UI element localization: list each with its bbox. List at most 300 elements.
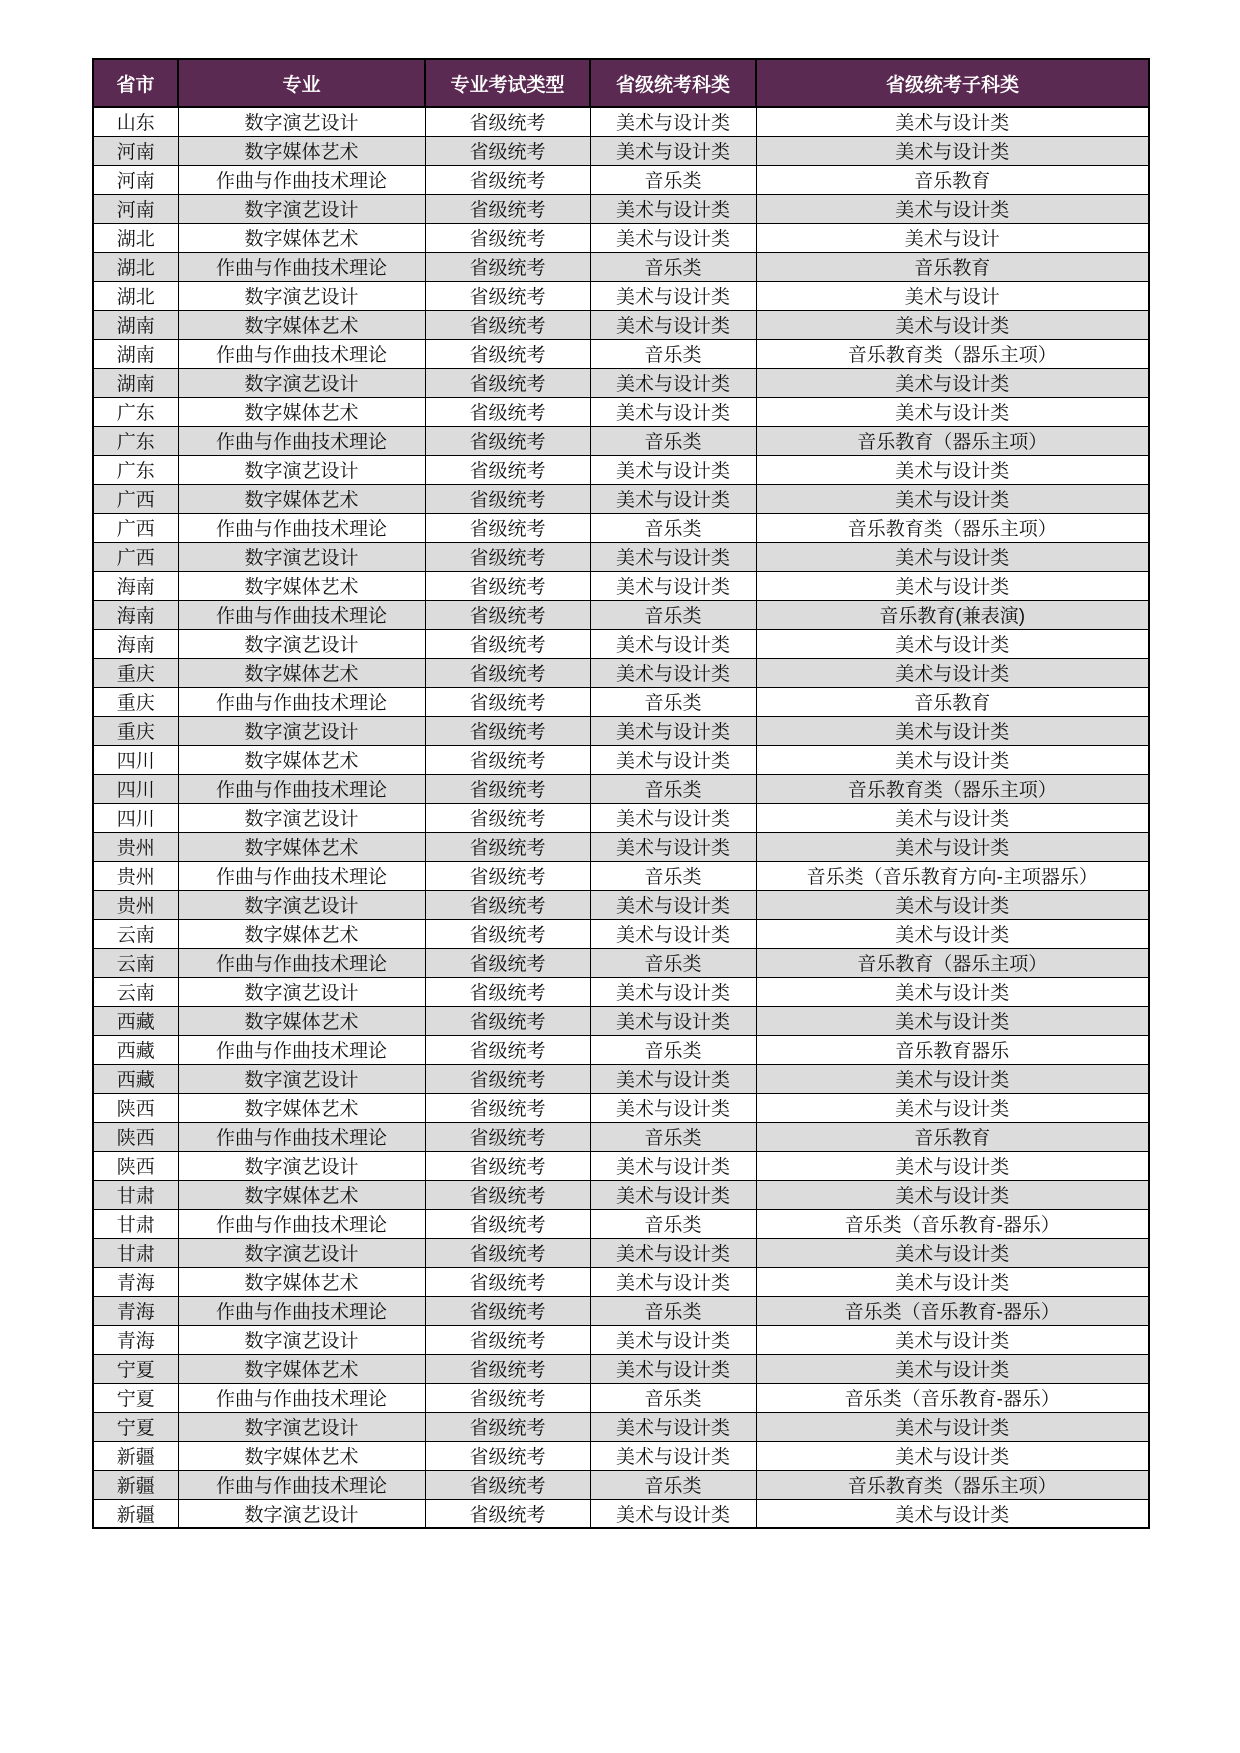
- table-row: [93, 1441, 1149, 1470]
- table-cell: 省级统考: [425, 629, 590, 658]
- table-cell: 美术与设计类: [756, 368, 1149, 397]
- table-cell: 数字演艺设计: [178, 977, 425, 1006]
- table-cell: 省级统考: [425, 1035, 590, 1064]
- table-row: [93, 600, 1149, 629]
- table-cell: 音乐类（音乐教育-器乐）: [756, 1296, 1149, 1325]
- table-cell: 西藏: [93, 1035, 178, 1064]
- table-cell: 作曲与作曲技术理论: [178, 426, 425, 455]
- table-cell: 数字媒体艺术: [178, 919, 425, 948]
- table-cell: 省级统考: [425, 861, 590, 890]
- table-row: [93, 571, 1149, 600]
- table-row: [93, 339, 1149, 368]
- table-cell: 美术与设计类: [756, 745, 1149, 774]
- table-cell: 数字媒体艺术: [178, 484, 425, 513]
- table-cell: 美术与设计类: [756, 977, 1149, 1006]
- table-row: [93, 252, 1149, 281]
- table-row: [93, 1325, 1149, 1354]
- table-cell: 美术与设计类: [590, 803, 756, 832]
- table-cell: 省级统考: [425, 803, 590, 832]
- table-row: [93, 716, 1149, 745]
- table-cell: 美术与设计类: [756, 1064, 1149, 1093]
- table-row: [93, 977, 1149, 1006]
- table-cell: 省级统考: [425, 484, 590, 513]
- table-cell: 广东: [93, 455, 178, 484]
- table-cell: 云南: [93, 977, 178, 1006]
- table-cell: 数字媒体艺术: [178, 310, 425, 339]
- table-cell: 作曲与作曲技术理论: [178, 861, 425, 890]
- table-head: [93, 59, 1149, 107]
- table-cell: 青海: [93, 1267, 178, 1296]
- table-cell: 海南: [93, 629, 178, 658]
- table-cell: 省级统考: [425, 426, 590, 455]
- table-cell: 省级统考: [425, 745, 590, 774]
- table-cell: 省级统考: [425, 368, 590, 397]
- table-cell: 作曲与作曲技术理论: [178, 1035, 425, 1064]
- table-cell: 音乐类: [590, 948, 756, 977]
- table-row: [93, 1267, 1149, 1296]
- table-cell: 美术与设计类: [756, 194, 1149, 223]
- table-cell: 美术与设计类: [590, 1151, 756, 1180]
- table-cell: 美术与设计类: [590, 658, 756, 687]
- table-cell: 美术与设计类: [590, 832, 756, 861]
- table-cell: 数字演艺设计: [178, 1151, 425, 1180]
- table-header-row: [93, 59, 1149, 107]
- table-cell: 新疆: [93, 1470, 178, 1499]
- table-cell: 省级统考: [425, 1296, 590, 1325]
- table-row: [93, 919, 1149, 948]
- table-row: [93, 1499, 1149, 1528]
- table-cell: 作曲与作曲技术理论: [178, 1122, 425, 1151]
- table-cell: 省级统考: [425, 1151, 590, 1180]
- table-cell: 湖北: [93, 281, 178, 310]
- table-row: [93, 803, 1149, 832]
- table-cell: 数字演艺设计: [178, 890, 425, 919]
- table-cell: 作曲与作曲技术理论: [178, 1383, 425, 1412]
- admissions-exam-table: [92, 58, 1150, 1529]
- table-cell: 音乐教育（器乐主项）: [756, 426, 1149, 455]
- column-header: 专业: [178, 59, 425, 107]
- table-cell: 音乐类: [590, 165, 756, 194]
- table-cell: 音乐类: [590, 1122, 756, 1151]
- table-cell: 美术与设计: [756, 281, 1149, 310]
- table-cell: 宁夏: [93, 1354, 178, 1383]
- table-cell: 数字媒体艺术: [178, 658, 425, 687]
- table-cell: 重庆: [93, 716, 178, 745]
- table-cell: 湖北: [93, 223, 178, 252]
- table-cell: 广东: [93, 426, 178, 455]
- table-cell: 省级统考: [425, 1412, 590, 1441]
- table-cell: 音乐教育: [756, 252, 1149, 281]
- table-cell: 山东: [93, 107, 178, 136]
- table-cell: 数字媒体艺术: [178, 397, 425, 426]
- table-cell: 美术与设计类: [590, 629, 756, 658]
- table-cell: 省级统考: [425, 1122, 590, 1151]
- table-cell: 数字演艺设计: [178, 1238, 425, 1267]
- table-cell: 美术与设计类: [590, 1499, 756, 1528]
- table-cell: 美术与设计类: [590, 107, 756, 136]
- table-row: [93, 281, 1149, 310]
- table-cell: 湖南: [93, 339, 178, 368]
- table-row: [93, 136, 1149, 165]
- table-cell: 数字演艺设计: [178, 368, 425, 397]
- table-cell: 省级统考: [425, 600, 590, 629]
- table-cell: 音乐教育（器乐主项）: [756, 948, 1149, 977]
- table-cell: 美术与设计类: [756, 890, 1149, 919]
- table-cell: 美术与设计类: [590, 1412, 756, 1441]
- table-cell: 美术与设计类: [756, 1180, 1149, 1209]
- table-cell: 音乐教育类（器乐主项）: [756, 339, 1149, 368]
- table-cell: 数字演艺设计: [178, 716, 425, 745]
- table-cell: 数字演艺设计: [178, 1412, 425, 1441]
- table-cell: 美术与设计类: [590, 310, 756, 339]
- table-cell: 广西: [93, 542, 178, 571]
- table-cell: 广西: [93, 513, 178, 542]
- table-cell: 音乐教育类（器乐主项）: [756, 1470, 1149, 1499]
- table-cell: 省级统考: [425, 1499, 590, 1528]
- table-cell: 美术与设计类: [756, 658, 1149, 687]
- table-cell: 美术与设计类: [590, 1006, 756, 1035]
- table-cell: 作曲与作曲技术理论: [178, 1209, 425, 1238]
- table-cell: 宁夏: [93, 1383, 178, 1412]
- table-cell: 音乐教育类（器乐主项）: [756, 774, 1149, 803]
- table-cell: 省级统考: [425, 658, 590, 687]
- table-row: [93, 629, 1149, 658]
- table-cell: 美术与设计类: [756, 107, 1149, 136]
- table-row: [93, 165, 1149, 194]
- table-row: [93, 484, 1149, 513]
- table-cell: 省级统考: [425, 832, 590, 861]
- table-cell: 省级统考: [425, 252, 590, 281]
- table-cell: 数字媒体艺术: [178, 136, 425, 165]
- table-row: [93, 194, 1149, 223]
- table-row: [93, 774, 1149, 803]
- table-cell: 美术与设计类: [590, 1093, 756, 1122]
- table-cell: 音乐类: [590, 252, 756, 281]
- table-row: [93, 1296, 1149, 1325]
- table-cell: 美术与设计类: [590, 397, 756, 426]
- table-cell: 美术与设计类: [756, 1151, 1149, 1180]
- table-cell: 美术与设计类: [756, 1267, 1149, 1296]
- table-row: [93, 687, 1149, 716]
- table-cell: 青海: [93, 1296, 178, 1325]
- table-cell: 美术与设计类: [756, 1093, 1149, 1122]
- table-cell: 省级统考: [425, 1354, 590, 1383]
- table-cell: 广东: [93, 397, 178, 426]
- table-cell: 数字媒体艺术: [178, 223, 425, 252]
- table-cell: 数字演艺设计: [178, 803, 425, 832]
- table-cell: 美术与设计类: [756, 1441, 1149, 1470]
- table-row: [93, 948, 1149, 977]
- table-cell: 作曲与作曲技术理论: [178, 165, 425, 194]
- table-cell: 西藏: [93, 1006, 178, 1035]
- table-cell: 音乐教育: [756, 687, 1149, 716]
- table-cell: 贵州: [93, 861, 178, 890]
- table-cell: 省级统考: [425, 687, 590, 716]
- table-cell: 美术与设计类: [756, 803, 1149, 832]
- table-cell: 省级统考: [425, 1238, 590, 1267]
- table-cell: 四川: [93, 745, 178, 774]
- table-cell: 美术与设计类: [590, 571, 756, 600]
- column-header: 省市: [93, 59, 178, 107]
- table-cell: 省级统考: [425, 310, 590, 339]
- table-cell: 音乐类: [590, 339, 756, 368]
- table-cell: 音乐类: [590, 1470, 756, 1499]
- table-cell: 省级统考: [425, 1470, 590, 1499]
- table-cell: 数字演艺设计: [178, 281, 425, 310]
- table-cell: 美术与设计类: [756, 1006, 1149, 1035]
- table-cell: 美术与设计类: [590, 1064, 756, 1093]
- table-cell: 贵州: [93, 832, 178, 861]
- table-row: [93, 1122, 1149, 1151]
- table-cell: 重庆: [93, 658, 178, 687]
- table-cell: 省级统考: [425, 716, 590, 745]
- table-cell: 音乐教育器乐: [756, 1035, 1149, 1064]
- table-row: [93, 1035, 1149, 1064]
- table-cell: 省级统考: [425, 339, 590, 368]
- table-row: [93, 1209, 1149, 1238]
- table-cell: 省级统考: [425, 1267, 590, 1296]
- column-header: 省级统考科类: [590, 59, 756, 107]
- table-cell: 数字媒体艺术: [178, 1093, 425, 1122]
- table-cell: 省级统考: [425, 107, 590, 136]
- table-cell: 音乐类: [590, 1035, 756, 1064]
- table-cell: 美术与设计类: [756, 629, 1149, 658]
- table-cell: 青海: [93, 1325, 178, 1354]
- table-cell: 美术与设计类: [756, 1412, 1149, 1441]
- table-cell: 音乐教育: [756, 165, 1149, 194]
- table-cell: 数字演艺设计: [178, 194, 425, 223]
- table-cell: 数字媒体艺术: [178, 745, 425, 774]
- table-cell: 省级统考: [425, 1441, 590, 1470]
- table-cell: 省级统考: [425, 136, 590, 165]
- table-cell: 数字媒体艺术: [178, 1006, 425, 1035]
- table-row: [93, 1383, 1149, 1412]
- table-cell: 云南: [93, 948, 178, 977]
- table-row: [93, 107, 1149, 136]
- table-cell: 音乐教育: [756, 1122, 1149, 1151]
- table-row: [93, 455, 1149, 484]
- table-cell: 音乐类（音乐教育方向-主项器乐）: [756, 861, 1149, 890]
- table-cell: 湖南: [93, 310, 178, 339]
- table-row: [93, 1151, 1149, 1180]
- table-row: [93, 1006, 1149, 1035]
- table-cell: 省级统考: [425, 571, 590, 600]
- table-cell: 数字演艺设计: [178, 107, 425, 136]
- table-cell: 数字媒体艺术: [178, 832, 425, 861]
- table-cell: 甘肃: [93, 1238, 178, 1267]
- table-cell: 省级统考: [425, 1180, 590, 1209]
- table-cell: 省级统考: [425, 1006, 590, 1035]
- table-cell: 数字媒体艺术: [178, 1441, 425, 1470]
- table-cell: 音乐类: [590, 600, 756, 629]
- table-cell: 湖北: [93, 252, 178, 281]
- table-row: [93, 368, 1149, 397]
- table-cell: 省级统考: [425, 1064, 590, 1093]
- table-cell: 美术与设计类: [590, 194, 756, 223]
- table-cell: 美术与设计类: [590, 455, 756, 484]
- table-cell: 美术与设计类: [756, 455, 1149, 484]
- table-cell: 河南: [93, 165, 178, 194]
- table-cell: 美术与设计类: [756, 716, 1149, 745]
- table-cell: 美术与设计类: [590, 1325, 756, 1354]
- table-cell: 音乐类: [590, 1296, 756, 1325]
- table-cell: 重庆: [93, 687, 178, 716]
- table-cell: 数字演艺设计: [178, 455, 425, 484]
- table-cell: 省级统考: [425, 1093, 590, 1122]
- table-cell: 音乐类: [590, 1383, 756, 1412]
- table-cell: 美术与设计类: [756, 1499, 1149, 1528]
- table-cell: 海南: [93, 600, 178, 629]
- table-cell: 云南: [93, 919, 178, 948]
- table-cell: 省级统考: [425, 281, 590, 310]
- table-row: [93, 542, 1149, 571]
- table-cell: 美术与设计类: [590, 484, 756, 513]
- table-cell: 美术与设计类: [590, 1267, 756, 1296]
- table-cell: 美术与设计类: [590, 136, 756, 165]
- table-cell: 美术与设计类: [590, 919, 756, 948]
- table-row: [93, 426, 1149, 455]
- table-cell: 数字媒体艺术: [178, 1354, 425, 1383]
- table-cell: 美术与设计类: [590, 1180, 756, 1209]
- table-row: [93, 861, 1149, 890]
- table-cell: 音乐类: [590, 687, 756, 716]
- table-cell: 美术与设计类: [756, 919, 1149, 948]
- table-row: [93, 890, 1149, 919]
- table-cell: 省级统考: [425, 919, 590, 948]
- table-cell: 美术与设计: [756, 223, 1149, 252]
- table-cell: 作曲与作曲技术理论: [178, 774, 425, 803]
- table-cell: 省级统考: [425, 977, 590, 1006]
- table-cell: 广西: [93, 484, 178, 513]
- table-cell: 美术与设计类: [756, 1325, 1149, 1354]
- table-row: [93, 1180, 1149, 1209]
- table-cell: 美术与设计类: [756, 571, 1149, 600]
- table-cell: 作曲与作曲技术理论: [178, 600, 425, 629]
- table-cell: 数字演艺设计: [178, 542, 425, 571]
- table-row: [93, 223, 1149, 252]
- table-row: [93, 1238, 1149, 1267]
- table-cell: 音乐类: [590, 513, 756, 542]
- table-row: [93, 1064, 1149, 1093]
- table-row: [93, 310, 1149, 339]
- table-cell: 音乐教育(兼表演): [756, 600, 1149, 629]
- table-cell: 美术与设计类: [590, 1238, 756, 1267]
- table-cell: 美术与设计类: [590, 223, 756, 252]
- table-cell: 作曲与作曲技术理论: [178, 948, 425, 977]
- table-cell: 作曲与作曲技术理论: [178, 1470, 425, 1499]
- table-cell: 音乐类: [590, 861, 756, 890]
- column-header: 专业考试类型: [425, 59, 590, 107]
- admissions-exam-table-container: [92, 58, 1150, 1529]
- table-cell: 美术与设计类: [590, 281, 756, 310]
- table-cell: 新疆: [93, 1499, 178, 1528]
- table-cell: 美术与设计类: [590, 368, 756, 397]
- table-cell: 音乐教育类（器乐主项）: [756, 513, 1149, 542]
- table-cell: 四川: [93, 774, 178, 803]
- table-row: [93, 658, 1149, 687]
- table-cell: 海南: [93, 571, 178, 600]
- table-cell: 省级统考: [425, 948, 590, 977]
- table-cell: 湖南: [93, 368, 178, 397]
- table-cell: 省级统考: [425, 513, 590, 542]
- table-cell: 美术与设计类: [756, 1354, 1149, 1383]
- table-cell: 美术与设计类: [756, 310, 1149, 339]
- table-cell: 四川: [93, 803, 178, 832]
- table-cell: 数字演艺设计: [178, 1064, 425, 1093]
- table-row: [93, 1412, 1149, 1441]
- table-cell: 省级统考: [425, 1325, 590, 1354]
- table-cell: 陕西: [93, 1151, 178, 1180]
- column-header: 省级统考子科类: [756, 59, 1149, 107]
- table-cell: 美术与设计类: [590, 542, 756, 571]
- table-cell: 省级统考: [425, 542, 590, 571]
- table-cell: 作曲与作曲技术理论: [178, 252, 425, 281]
- table-row: [93, 745, 1149, 774]
- table-cell: 音乐类: [590, 1209, 756, 1238]
- table-cell: 省级统考: [425, 890, 590, 919]
- table-cell: 数字演艺设计: [178, 629, 425, 658]
- table-cell: 美术与设计类: [756, 542, 1149, 571]
- table-cell: 美术与设计类: [590, 977, 756, 1006]
- table-cell: 省级统考: [425, 1383, 590, 1412]
- table-cell: 西藏: [93, 1064, 178, 1093]
- table-cell: 河南: [93, 136, 178, 165]
- table-cell: 省级统考: [425, 223, 590, 252]
- table-cell: 数字媒体艺术: [178, 1180, 425, 1209]
- table-row: [93, 1093, 1149, 1122]
- table-cell: 宁夏: [93, 1412, 178, 1441]
- table-cell: 美术与设计类: [756, 397, 1149, 426]
- table-cell: 美术与设计类: [756, 136, 1149, 165]
- table-cell: 音乐类（音乐教育-器乐）: [756, 1383, 1149, 1412]
- table-cell: 数字媒体艺术: [178, 571, 425, 600]
- table-body: [93, 107, 1149, 1528]
- table-cell: 音乐类（音乐教育-器乐）: [756, 1209, 1149, 1238]
- table-cell: 数字媒体艺术: [178, 1267, 425, 1296]
- table-cell: 美术与设计类: [756, 1238, 1149, 1267]
- table-cell: 音乐类: [590, 426, 756, 455]
- table-cell: 河南: [93, 194, 178, 223]
- table-row: [93, 1354, 1149, 1383]
- table-cell: 贵州: [93, 890, 178, 919]
- table-row: [93, 1470, 1149, 1499]
- table-row: [93, 832, 1149, 861]
- table-row: [93, 513, 1149, 542]
- table-cell: 省级统考: [425, 774, 590, 803]
- table-cell: 美术与设计类: [590, 1441, 756, 1470]
- table-cell: 作曲与作曲技术理论: [178, 1296, 425, 1325]
- table-cell: 美术与设计类: [590, 716, 756, 745]
- table-cell: 作曲与作曲技术理论: [178, 513, 425, 542]
- table-cell: 新疆: [93, 1441, 178, 1470]
- table-cell: 省级统考: [425, 194, 590, 223]
- table-cell: 省级统考: [425, 455, 590, 484]
- table-cell: 甘肃: [93, 1180, 178, 1209]
- table-cell: 省级统考: [425, 165, 590, 194]
- table-cell: 作曲与作曲技术理论: [178, 687, 425, 716]
- table-cell: 美术与设计类: [590, 745, 756, 774]
- table-cell: 省级统考: [425, 397, 590, 426]
- table-cell: 甘肃: [93, 1209, 178, 1238]
- table-cell: 数字演艺设计: [178, 1499, 425, 1528]
- table-cell: 美术与设计类: [590, 890, 756, 919]
- table-cell: 音乐类: [590, 774, 756, 803]
- table-cell: 美术与设计类: [756, 484, 1149, 513]
- table-cell: 陕西: [93, 1093, 178, 1122]
- table-cell: 美术与设计类: [756, 832, 1149, 861]
- table-row: [93, 397, 1149, 426]
- table-cell: 作曲与作曲技术理论: [178, 339, 425, 368]
